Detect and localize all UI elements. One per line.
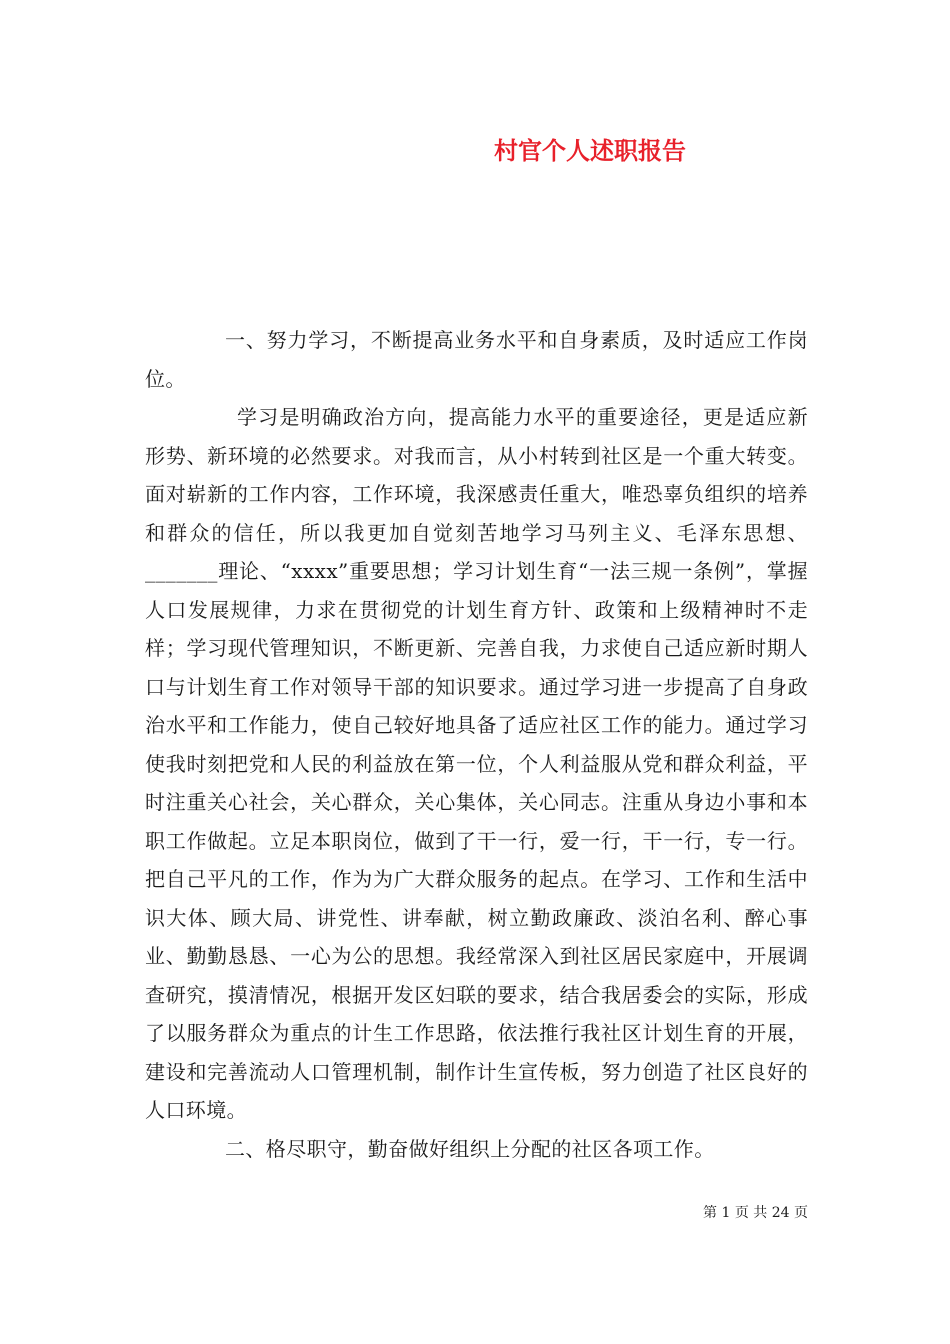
- document-body: [145, 321, 808, 1168]
- document-title: 村官个人述职报告: [494, 136, 686, 165]
- page-number-footer: 第 1 页 共 24 页: [703, 1205, 808, 1221]
- section-heading-2: 二、格尽职守，勤奋做好组织上分配的社区各项工作。: [225, 1136, 715, 1161]
- body-paragraph: 学习是明确政治方向，提高能力水平的重要途径，更是适应新形势、新环境的必然要求。对我而言，从小村转到社区是一个重大转变。面对崭新的工作内容，工作环境，我深感责任重大，唯恐辜负组织的培养和群众的信任，所以我更加自觉刻苦地学习马列主义、毛泽东思想、_______理论、“xxxx”重要思想；学习计划生育“一法三规一条例”，掌握人口发展规律，力求在贯彻党的计划生育方针、政策和上级精神时不走样；学习现代管理知识，不断更新、完善自我，力求使自己适应新时期人口与计划生育工作对领导干部的知识要求。通过学习进一步提高了自身政治水平和工作能力，使自己较好地具备了适应社区工作的能力。通过学习使我时刻把党和人民的利益放在第一位，个人利益服从党和群众利益，平时注重关心社会，关心群众，关心集体，关心同志。注重从身边小事和本职工作做起。立足本职岗位，做到了干一行，爱一行，干一行，专一行。把自己平凡的工作，作为为广大群众服务的起点。在学习、工作和生活中识大体、顾大局、讲党性、讲奉献，树立勤政廉政、淡泊名利、醉心事业、勤勤恳恳、一心为公的思想。我经常深入到社区居民家庭中，开展调查研究，摸清情况，根据开发区妇联的要求，结合我居委会的实际，形成了以服务群众为重点的计生工作思路，依法推行我社区计划生育的开展，建设和完善流动人口管理机制，制作计生宣传板，努力创造了社区良好的人口环境。: [145, 405, 808, 1122]
- section-heading-1: 一、努力学习，不断提高业务水平和自身素质，及时适应工作岗位。: [145, 328, 808, 391]
